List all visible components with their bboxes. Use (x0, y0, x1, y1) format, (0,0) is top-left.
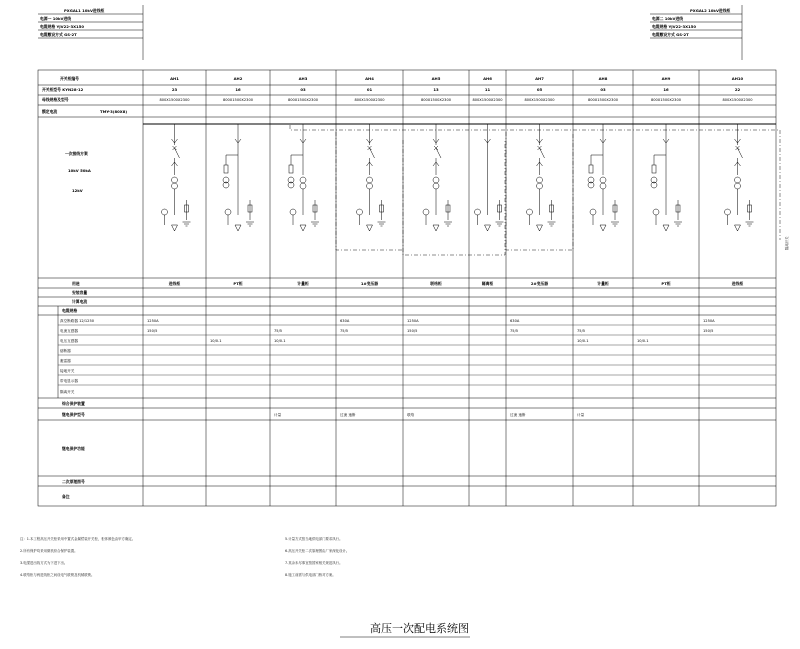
cabinet-protection: 过流 速断 (340, 413, 356, 417)
cabinet-code: 05 (536, 87, 543, 92)
cabinet-column-2 (210, 76, 254, 343)
cabinet-symbol-3 (288, 124, 319, 231)
incoming-left-line1: PXGAL1 10kV进线柜 (64, 8, 105, 13)
label-busbar-spec: TMY-3(80X8) (100, 109, 128, 114)
label-calc-current: 计算电流 (72, 299, 88, 304)
cabinet-ct: 75/5 (510, 329, 519, 333)
cabinet-ct: 150/5 (703, 329, 714, 333)
cabinet-dimension: 800X1500X2300 (287, 98, 319, 102)
cabinet-symbol-2 (223, 124, 254, 231)
cabinet-dimension: 800X1500X2300 (222, 98, 254, 102)
note-5: 5.计量方式按当地供电部门要求执行。 (285, 537, 343, 541)
note-2: 2.所有保护均采用微机综合保护装置。 (20, 549, 78, 553)
incoming-right-label (650, 5, 742, 60)
cabinet-use: 隔离柜 (481, 281, 494, 286)
cabinet-use: PT柜 (661, 281, 671, 286)
incoming-left-line2: 电源一 10kV进线 (40, 16, 72, 21)
cabinet-pt: 10/0.1 (637, 339, 649, 343)
right-side-note: 隔离开关 (785, 236, 789, 250)
cabinet-use: 联络柜 (430, 281, 442, 286)
label-switch: 隔离开关 (60, 390, 75, 394)
cabinet-no: AH4 (365, 76, 374, 81)
cabinet-protection: 计量 (274, 413, 282, 417)
cabinet-dimension: 800X1500X2300 (472, 98, 503, 102)
cabinet-column-5 (407, 76, 452, 417)
label-fuse: 熔断器 (60, 349, 71, 353)
cabinet-use: 1#变压器 (360, 281, 379, 286)
note-4: 4.联络柜与两进线柜之间设电气联锁及机械联锁。 (20, 573, 95, 577)
cabinet-no: AH1 (170, 76, 179, 81)
label-capacity: 安装容量 (72, 290, 88, 295)
cabinet-breaker: 630A (340, 319, 350, 323)
incoming-left-label (38, 5, 143, 60)
cabinet-pt: 10/0.1 (210, 339, 222, 343)
cabinet-use: 2#变压器 (530, 281, 549, 286)
cabinet-ct: 150/5 (147, 329, 158, 333)
note-7: 7.其余未尽事宜按国家相关规范执行。 (285, 561, 343, 565)
label-grounding: 接地开关 (60, 369, 75, 373)
label-pt: 电压互感器 (60, 339, 78, 343)
cabinet-symbol-8 (588, 124, 619, 231)
label-breaker: 真空断路器 12/1250 (60, 319, 95, 323)
label-cabinet-model: 开关柜型号 KYN28-12 (42, 87, 84, 92)
incoming-right-line2: 电源二 10kV进线 (652, 16, 684, 21)
cabinet-ct: 75/5 (577, 329, 586, 333)
incoming-left-line3: 电缆规格 YJV22-3X150 (40, 24, 84, 29)
note-8: 8.施工前需与供电部门核对方案。 (285, 573, 336, 577)
cabinet-column-8 (577, 76, 619, 417)
cabinet-column-1 (147, 76, 190, 333)
cabinet-use: PT柜 (233, 281, 243, 286)
cabinet-symbol-7 (527, 124, 556, 231)
label-protection: 综合保护装置 (62, 401, 85, 406)
cabinet-code: 16 (663, 87, 669, 92)
incoming-left-line4: 电缆敷设方式 GS-2T (40, 32, 77, 37)
cabinet-no: AH10 (731, 76, 744, 81)
drawing-title: 高压一次配电系统图 (370, 622, 469, 635)
cabinet-no: AH5 (431, 76, 441, 81)
label-display: 带电显示器 (60, 379, 78, 383)
cabinet-column-3 (274, 76, 319, 417)
cabinet-use: 进线柜 (731, 281, 744, 286)
cabinet-pt: 10/0.1 (274, 339, 286, 343)
cabinet-no: AH9 (661, 76, 671, 81)
cabinet-no: AH3 (298, 76, 308, 81)
cabinet-column-10 (703, 76, 753, 333)
label-cabinet-no: 开关柜编号 (60, 76, 79, 81)
cabinet-ct: 75/5 (340, 329, 349, 333)
label-arrester: 避雷器 (60, 359, 71, 363)
cabinet-code: 03 (300, 87, 306, 92)
cabinet-symbol-9 (651, 124, 682, 231)
cabinet-dimension: 800X1500X2300 (524, 98, 555, 102)
cabinet-dimension: 800X1500X2300 (159, 98, 190, 102)
cabinet-code: 23 (171, 87, 178, 92)
cabinet-symbol-5 (423, 124, 452, 231)
cabinet-column-4 (340, 76, 385, 417)
cabinet-no: AH7 (535, 76, 544, 81)
cabinet-breaker: 1250A (407, 319, 419, 323)
row-labels (41, 76, 127, 499)
cabinet-symbol-6 (475, 124, 504, 231)
label-busbar: 母线规格及型号 (42, 97, 69, 102)
cabinet-use: 进线柜 (168, 281, 181, 286)
cabinet-symbol-10 (725, 124, 754, 231)
incoming-right-line4: 电缆敷设方式 GS-2T (652, 32, 689, 37)
cabinet-breaker: 1250A (147, 319, 159, 323)
cabinet-protection: 过流 速断 (510, 413, 526, 417)
cabinet-use: 计量柜 (297, 281, 309, 286)
note-1: 注：1.本工程高压开关柜采用中置式金属铠装开关柜，柜体颜色由甲方确定。 (20, 537, 136, 541)
label-relay-func: 继电保护功能 (62, 446, 85, 451)
cabinet-no: AH8 (598, 76, 608, 81)
cabinet-dimension: 800X1500X2300 (354, 98, 385, 102)
incoming-right-line1: PXGAL2 10kV进线柜 (690, 8, 731, 13)
cabinet-breaker: 1250A (703, 319, 715, 323)
cabinet-protection: 计量 (577, 413, 585, 417)
cabinet-dimension: 800X1500X2300 (587, 98, 619, 102)
cabinet-column-7 (510, 76, 555, 417)
cabinet-protection: 联络 (407, 413, 415, 417)
cabinet-no: AH2 (233, 76, 243, 81)
switchgear-symbols (162, 124, 754, 231)
note-3: 3.电缆进出线方式为下进下出。 (20, 561, 68, 565)
cabinet-use: 计量柜 (597, 281, 609, 286)
cabinet-code: 03 (600, 87, 606, 92)
cabinet-code: 22 (734, 87, 741, 92)
cabinet-column-9 (637, 76, 682, 343)
label-ct: 电流互感器 (60, 329, 78, 333)
cabinet-symbol-1 (162, 124, 191, 231)
cabinet-pt: 10/0.1 (577, 339, 589, 343)
incoming-right-line3: 电缆规格 YJV22-3X150 (652, 24, 696, 29)
cabinet-ct: 150/5 (407, 329, 418, 333)
label-rated: 额定电流 (42, 109, 58, 114)
label-relay-model: 继电保护型号 (62, 412, 85, 417)
label-primary-sub1: 10kV 50kA (68, 168, 91, 173)
cabinet-code: 01 (366, 87, 373, 92)
notes (20, 536, 349, 577)
cabinet-code: 13 (433, 87, 439, 92)
cabinet-dimension: 800X1500X2300 (650, 98, 682, 102)
note-6: 6.高压开关柜二次原理图由厂家深化设计。 (285, 549, 350, 553)
label-remarks: 备注 (62, 494, 70, 499)
label-primary-sub2: 12kV (72, 188, 83, 193)
label-cable: 电缆规格 (62, 308, 78, 313)
cabinet-dimension: 800X1500X2300 (722, 98, 753, 102)
interlock-lines (290, 125, 780, 255)
label-primary: 一次接线方案 (65, 151, 88, 156)
label-secondary: 二次原理图号 (62, 479, 85, 484)
label-use: 用途 (72, 281, 80, 286)
cabinet-column-6 (472, 76, 503, 286)
cabinet-ct: 75/5 (274, 329, 283, 333)
cabinet-code: 16 (235, 87, 241, 92)
cabinet-code: 11 (484, 87, 491, 92)
cabinet-dimension: 800X1500X2300 (420, 98, 452, 102)
cabinet-no: AH6 (483, 76, 492, 81)
cabinet-symbol-4 (357, 124, 386, 231)
cabinet-breaker: 630A (510, 319, 520, 323)
